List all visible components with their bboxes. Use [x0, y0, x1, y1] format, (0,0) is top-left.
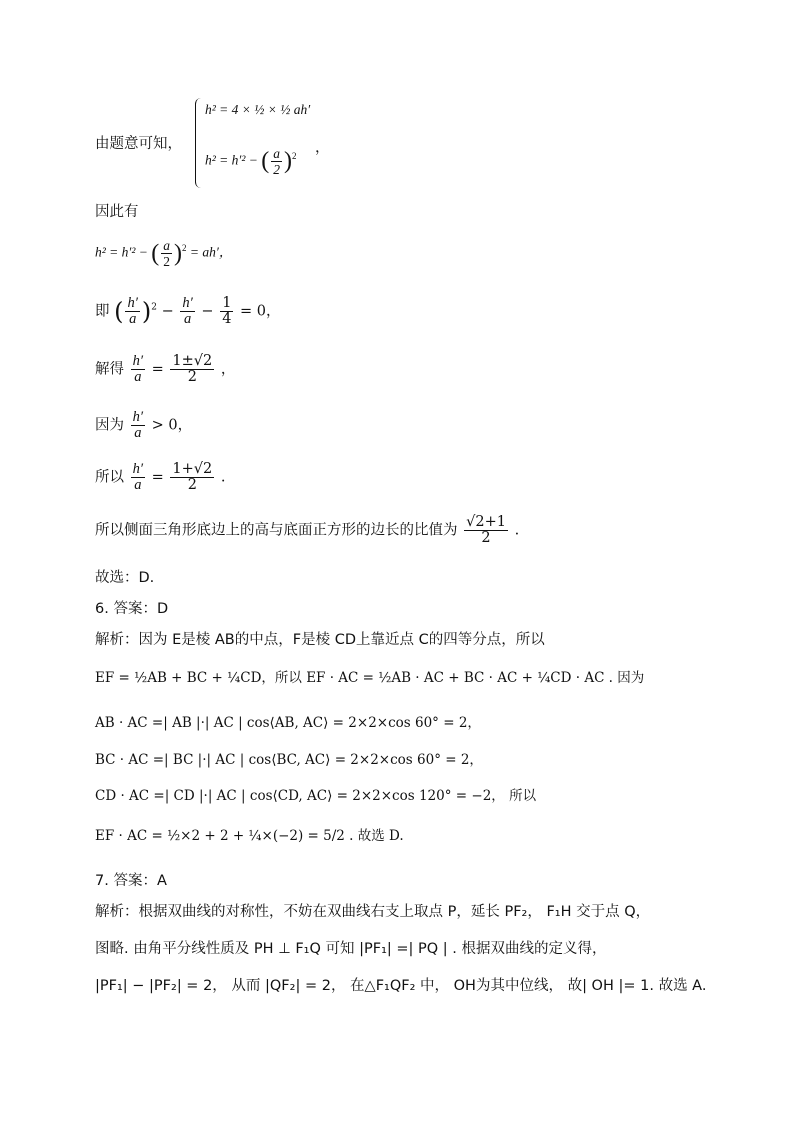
system-row-2-frac: $\frac{a}{2}$	[273, 146, 281, 177]
q7-explanation-2: 图略. 由角平分线性质及 PH ⊥ F₁Q 可知 |PF₁| =| PQ | . 根据双曲线的定义得，	[95, 941, 607, 957]
equation-system	[95, 98, 395, 190]
system-row-2-lead: h² = h′² −	[205, 152, 258, 168]
q7-explanation-3: |PF₁| − |PF₂| = 2， 从而 |QF₂| = 2， 在△F₁QF₂ 中， OH为其中位线， 故| OH |= 1. 故选 A.	[95, 978, 707, 994]
system-tail: ，	[315, 140, 330, 156]
ji-line: 即 ( $\frac{h'}{a}$ )$^2$ − $\frac{h'}{a}$ − $\frac{1}{4}$ = 0，	[95, 295, 281, 327]
solve-line: 解得 $\frac{h'}{a}$ = $\frac{1\pm√2}{2}$ ，	[95, 353, 236, 385]
therefore-line: 因此有	[95, 204, 139, 220]
q6-ef-line: EF = ½AB + BC + ¼CD，所以 EF · AC = ½AB · AC + BC · AC + ¼CD · AC . 因为	[95, 670, 645, 686]
eq-h-line: h² = h′² − ( $\frac{a}{2}$ )$^2$ = ah′，	[95, 238, 233, 269]
q6-explanation: 解析：因为 E是棱 AB的中点，F是棱 CD上靠近点 C的四等分点，所以	[95, 632, 545, 648]
q6-final-line: EF · AC = ½×2 + 2 + ¼×(−2) = 5/2 . 故选 D.	[95, 828, 404, 844]
system-row-2: h² = h′² − ( $\frac{a}{2}$ )$^2$	[205, 146, 297, 177]
because-line: 因为 $\frac{h'}{a}$ > 0，	[95, 409, 193, 441]
q6-ab-line: AB · AC =| AB |·| AC | cos⟨AB, AC⟩ = 2×2×cos 60° = 2，	[95, 715, 481, 731]
q6-cd-line: CD · AC =| CD |·| AC | cos⟨CD, AC⟩ = 2×2×cos 120° = −2， 所以	[95, 788, 537, 804]
ratio-line: 所以侧面三角形底边上的高与底面正方形的边长的比值为 $\frac{√2+1}{2}$ .	[95, 514, 520, 546]
q6-bc-line: BC · AC =| BC |·| AC | cos⟨BC, AC⟩ = 2×2×cos 60° = 2，	[95, 752, 483, 768]
q7-answer: 7. 答案：A	[95, 873, 167, 889]
q7-explanation-1: 解析：根据双曲线的对称性，不妨在双曲线右支上取点 P，延长 PF₂， F₁H 交于点 Q，	[95, 904, 651, 920]
left-brace	[195, 98, 204, 188]
intro-label: 由题意可知，	[95, 136, 182, 152]
q6-answer: 6. 答案：D	[95, 601, 169, 617]
choose-d-line: 故选：D.	[95, 570, 155, 586]
system-row-1: h² = 4 × ½ × ½ ah′	[205, 102, 311, 117]
so-line: 所以 $\frac{h'}{a}$ = $\frac{1+√2}{2}$ .	[95, 461, 226, 493]
